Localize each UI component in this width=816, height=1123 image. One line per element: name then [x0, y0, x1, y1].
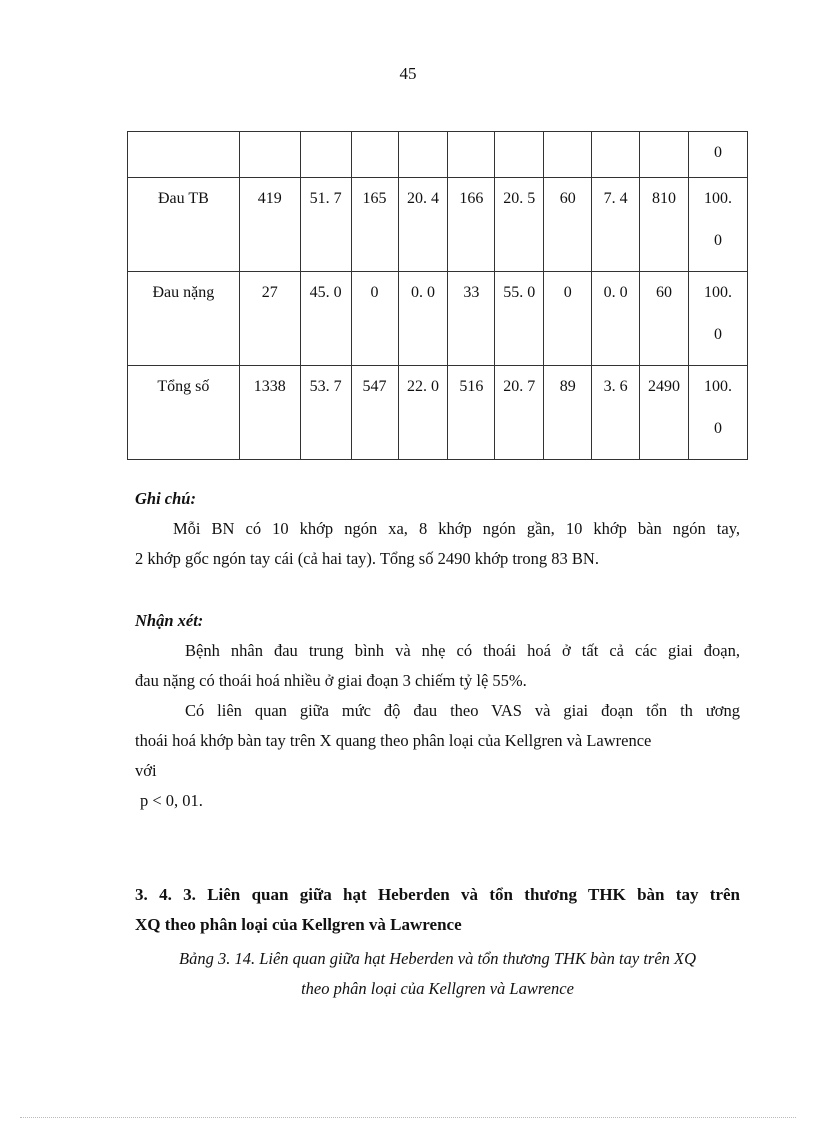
- table-row: [128, 178, 748, 272]
- table-cell: [351, 132, 398, 178]
- caption-line-2: theo phân loại của Kellgren và Lawrence: [301, 979, 574, 998]
- remark-section: [135, 606, 740, 816]
- row-label: Đau TB: [128, 178, 240, 272]
- table-cell: 27: [239, 272, 300, 366]
- table-cell: 2490: [640, 366, 689, 460]
- table-cell: 166: [448, 178, 495, 272]
- table-cell: 419: [239, 178, 300, 272]
- table-cell: 60: [544, 178, 592, 272]
- row-label: Đau nặng: [128, 272, 240, 366]
- table-cell: 0: [351, 272, 398, 366]
- section-title-line-2: XQ theo phân loại của Kellgren và Lawrence: [135, 915, 462, 934]
- table-cell: 45. 0: [300, 272, 351, 366]
- note-heading: Ghi chú:: [135, 489, 196, 508]
- table-row: [128, 366, 748, 460]
- table-cell: 1338: [239, 366, 300, 460]
- table-cell: 3. 6: [592, 366, 640, 460]
- remark-p1-line-1: Bệnh nhân đau trung bình và nhẹ có thoái hoá ở tất cả các giai đoạn,: [185, 641, 740, 660]
- table-row: [128, 132, 748, 178]
- row-label: Tổng số: [128, 366, 240, 460]
- cell-line: 0: [713, 420, 722, 437]
- page-number: 45: [399, 64, 417, 83]
- table-cell: [239, 132, 300, 178]
- table-cell: 33: [448, 272, 495, 366]
- table-cell: [688, 178, 747, 272]
- table-cell: 0. 0: [398, 272, 448, 366]
- section-heading: [135, 880, 740, 940]
- data-table: [127, 131, 748, 460]
- table-cell: [688, 132, 747, 178]
- table-cell: 55. 0: [495, 272, 544, 366]
- section-title-line-1: 3. 4. 3. Liên quan giữa hạt Heberden và tổn thương THK bàn tay trên: [135, 885, 740, 904]
- table-cell: 20. 4: [398, 178, 448, 272]
- table-cell: 60: [640, 272, 689, 366]
- remark-p2-line-1: Có liên quan giữa mức độ đau theo VAS và giai đoạn tổn th ương: [185, 701, 740, 720]
- remark-heading: Nhận xét:: [135, 611, 204, 630]
- table-cell: [640, 132, 689, 178]
- table-cell: [300, 132, 351, 178]
- remark-p2-line-3: với: [135, 761, 157, 780]
- table-cell: 810: [640, 178, 689, 272]
- table-row: [128, 272, 748, 366]
- table-cell: 547: [351, 366, 398, 460]
- table-cell: [688, 366, 747, 460]
- table-body: [128, 132, 748, 460]
- table-cell: 0: [544, 272, 592, 366]
- note-line-1: Mỗi BN có 10 khớp ngón xa, 8 khớp ngón gần, 10 khớp bàn ngón tay,: [173, 519, 740, 538]
- note-line-2: 2 khớp gốc ngón tay cái (cả hai tay). Tổng số 2490 khớp trong 83 BN.: [135, 549, 599, 568]
- cell-line: 0: [713, 232, 722, 249]
- table-cell: 51. 7: [300, 178, 351, 272]
- table-cell: [592, 132, 640, 178]
- page-bottom-divider: [20, 1117, 796, 1118]
- remark-p1-line-2: đau nặng có thoái hoá nhiều ở giai đoạn 3 chiếm tỷ lệ 55%.: [135, 671, 527, 690]
- table-cell: 165: [351, 178, 398, 272]
- table-cell: 89: [544, 366, 592, 460]
- cell-line: 0: [713, 326, 722, 343]
- cell-line: 100.: [703, 284, 732, 301]
- cell-line: 0: [713, 144, 722, 161]
- table-cell: [448, 132, 495, 178]
- remark-p2-line-4: p < 0, 01.: [140, 791, 203, 810]
- cell-line: 100.: [703, 378, 732, 395]
- row-label: [128, 132, 240, 178]
- table-cell: 20. 7: [495, 366, 544, 460]
- table-caption: [135, 944, 740, 1004]
- table-cell: 0. 0: [592, 272, 640, 366]
- table-cell: [398, 132, 448, 178]
- table-cell: 7. 4: [592, 178, 640, 272]
- table-cell: 22. 0: [398, 366, 448, 460]
- table-cell: [544, 132, 592, 178]
- table-cell: [495, 132, 544, 178]
- note-section: [135, 484, 740, 574]
- table-cell: [688, 272, 747, 366]
- table-cell: 53. 7: [300, 366, 351, 460]
- cell-line: 100.: [703, 190, 732, 207]
- table-cell: 20. 5: [495, 178, 544, 272]
- remark-p2-line-2: thoái hoá khớp bàn tay trên X quang theo phân loại của Kellgren và Lawrence: [135, 731, 652, 750]
- caption-line-1: Bảng 3. 14. Liên quan giữa hạt Heberden và tổn thương THK bàn tay trên XQ: [178, 949, 697, 968]
- table-cell: 516: [448, 366, 495, 460]
